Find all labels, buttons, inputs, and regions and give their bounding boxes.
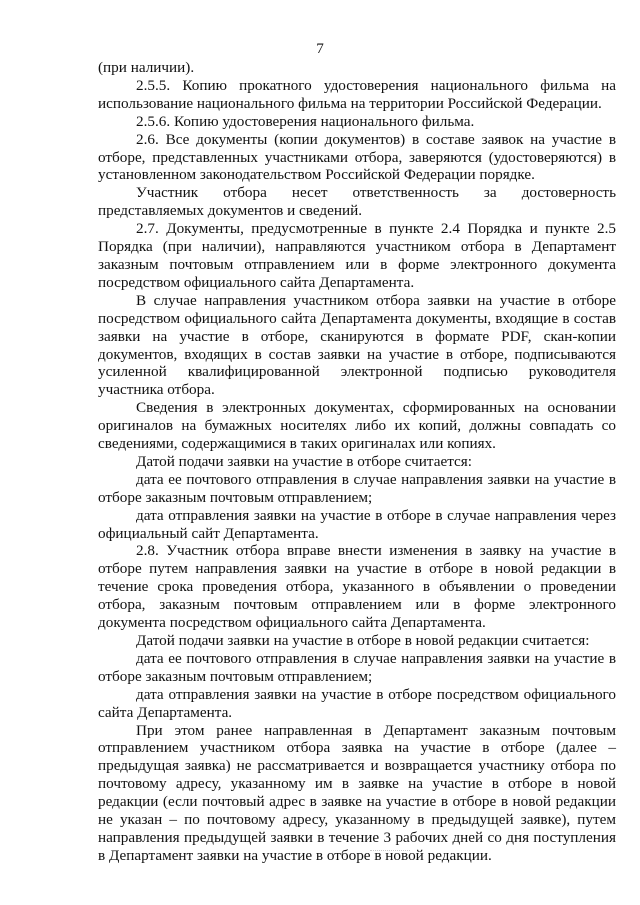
- paragraph: 2.7. Документы, предусмотренные в пункте 2.4 Порядка и пункте 2.5 Порядка (при наличии), направляются участником отбора в Департамент заказным почтовым отправлением или в форме электронного документа посредством официального сайта Департамента.: [98, 220, 616, 291]
- paragraph: При этом ранее направленная в Департамент заказным почтовым отправлением участником отбора заявка на участие в отборе (далее – предыдущая заявка) не рассматривается и возвращается участнику отбора по почтовому адресу, указанному им в заявке на участие в отборе в новой редакции (если почтовый адрес в заявке на участие в отборе в новой редакции не указан – по почтовому адресу, указанному в предыдущей заявке), путем направления предыдущей заявки в течение 3 рабочих дней со дня поступления в Департамент заявки на участие в отборе в новой редакции.: [98, 721, 616, 864]
- paragraph: дата ее почтового отправления в случае направления заявки на участие в отборе заказным почтовым отправлением;: [98, 649, 616, 685]
- paragraph: дата ее почтового отправления в случае направления заявки на участие в отборе заказным почтовым отправлением;: [98, 470, 616, 506]
- paragraph: 2.5.6. Копию удостоверения национального фильма.: [136, 112, 475, 130]
- paragraph: (при наличии).: [98, 59, 195, 76]
- paragraph: Сведения в электронных документах, сформированных на основании оригиналов на бумажных носителях либо их копий, должны совпадать со сведениями, содержащимися в таких оригиналах или копиях.: [98, 399, 616, 453]
- paragraph: 2.6. Все документы (копии документов) в составе заявок на участие в отборе, представленных участниками отбора, заверяются (удостоверяются) в установленном законодательством Российской Федерации порядке.: [98, 130, 616, 184]
- paragraph: 2.8. Участник отбора вправе внести изменения в заявку на участие в отборе путем направления заявки на участие в отборе в новой редакции в течение срока проведения отбора, указанного в объявлении о проведении отбора, заказным почтовым отправлением или в форме электронного документа посредством официального сайта Департамента.: [98, 542, 616, 632]
- paragraph: Датой подачи заявки на участие в отборе считается:: [136, 452, 472, 470]
- page-number: 7: [316, 40, 324, 57]
- scan-artifact: [370, 850, 410, 852]
- paragraph: дата отправления заявки на участие в отборе посредством официального сайта Департамента.: [98, 685, 616, 721]
- paragraph: дата отправления заявки на участие в отборе в случае направления через официальный сайт Департамента.: [98, 506, 616, 542]
- paragraph: Участник отбора несет ответственность за достоверность представляемых документов и сведений.: [98, 184, 616, 220]
- document-body: [98, 59, 616, 865]
- paragraph: 2.5.5. Копию прокатного удостоверения национального фильма на использование национального фильма на территории Российской Федерации.: [98, 76, 616, 112]
- paragraph: Датой подачи заявки на участие в отборе в новой редакции считается:: [136, 632, 590, 649]
- paragraph: В случае направления участником отбора заявки на участие в отборе посредством официального сайта Департамента документы, входящие в состав заявки на участие в отборе, сканируются в формате PDF, скан-копии документов, входящих в состав заявки на участие в отборе, подписываются усиленной квалифицированной электронной подписью руководителя участника отбора.: [98, 291, 616, 399]
